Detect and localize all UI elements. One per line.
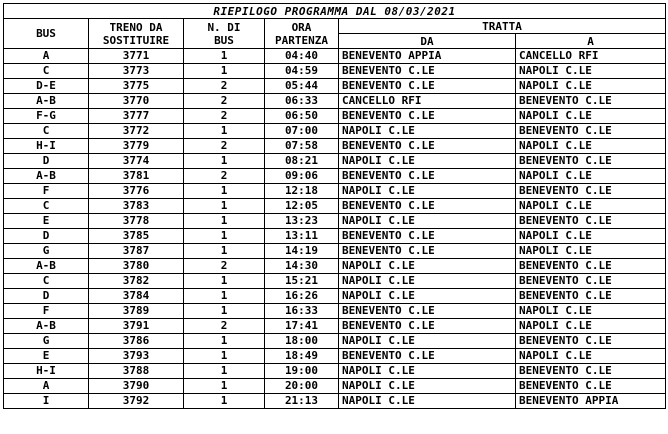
cell-ora: 19:00 [265,364,339,379]
cell-ora: 18:49 [265,349,339,364]
cell-treno: 3780 [89,259,184,274]
cell-nbus: 2 [184,139,265,154]
cell-ora: 07:00 [265,124,339,139]
cell-da: NAPOLI C.LE [339,274,516,289]
cell-nbus: 1 [184,364,265,379]
cell-treno: 3791 [89,319,184,334]
cell-treno: 3771 [89,49,184,64]
cell-treno: 3772 [89,124,184,139]
table-row [4,259,666,274]
cell-bus: G [4,244,89,259]
cell-a: BENEVENTO C.LE [516,184,666,199]
cell-treno: 3793 [89,349,184,364]
cell-nbus: 1 [184,64,265,79]
cell-da: NAPOLI C.LE [339,259,516,274]
cell-a: NAPOLI C.LE [516,229,666,244]
cell-nbus: 1 [184,379,265,394]
table-row [4,214,666,229]
cell-nbus: 2 [184,169,265,184]
cell-treno: 3790 [89,379,184,394]
table-row [4,364,666,379]
cell-nbus: 1 [184,394,265,409]
table-row [4,109,666,124]
cell-treno: 3782 [89,274,184,289]
cell-a: NAPOLI C.LE [516,304,666,319]
cell-nbus: 1 [184,199,265,214]
table-row [4,274,666,289]
cell-nbus: 1 [184,229,265,244]
cell-a: BENEVENTO C.LE [516,124,666,139]
cell-a: NAPOLI C.LE [516,79,666,94]
cell-nbus: 2 [184,319,265,334]
cell-treno: 3784 [89,289,184,304]
cell-nbus: 1 [184,289,265,304]
table-row [4,124,666,139]
table-row [4,319,666,334]
table-row [4,94,666,109]
cell-treno: 3788 [89,364,184,379]
cell-bus: F [4,184,89,199]
table-row [4,379,666,394]
cell-nbus: 1 [184,349,265,364]
table-row [4,49,666,64]
cell-treno: 3781 [89,169,184,184]
cell-treno: 3783 [89,199,184,214]
cell-bus: H-I [4,139,89,154]
cell-nbus: 1 [184,244,265,259]
cell-ora: 04:59 [265,64,339,79]
table-title: RIEPILOGO PROGRAMMA DAL 08/03/2021 [4,4,666,19]
cell-a: NAPOLI C.LE [516,319,666,334]
header-tratta: TRATTA [339,19,666,34]
cell-da: NAPOLI C.LE [339,184,516,199]
cell-ora: 14:19 [265,244,339,259]
cell-da: NAPOLI C.LE [339,334,516,349]
table-row [4,199,666,214]
cell-treno: 3792 [89,394,184,409]
table-row [4,394,666,409]
table-row [4,244,666,259]
cell-nbus: 1 [184,214,265,229]
cell-treno: 3779 [89,139,184,154]
header-bus [4,19,89,49]
cell-a: BENEVENTO C.LE [516,364,666,379]
cell-ora: 05:44 [265,79,339,94]
cell-a: CANCELLO RFI [516,49,666,64]
cell-nbus: 2 [184,109,265,124]
cell-nbus: 2 [184,94,265,109]
cell-bus: C [4,64,89,79]
cell-treno: 3778 [89,214,184,229]
cell-a: BENEVENTO C.LE [516,334,666,349]
cell-da: BENEVENTO APPIA [339,49,516,64]
cell-a: BENEVENTO C.LE [516,274,666,289]
header-treno-line1: TRENO DA [109,20,163,34]
cell-bus: C [4,124,89,139]
cell-bus: F-G [4,109,89,124]
cell-nbus: 1 [184,49,265,64]
cell-treno: 3785 [89,229,184,244]
table-row [4,289,666,304]
cell-ora: 07:58 [265,139,339,154]
cell-bus: D [4,289,89,304]
cell-treno: 3777 [89,109,184,124]
cell-da: BENEVENTO C.LE [339,64,516,79]
cell-ora: 14:30 [265,259,339,274]
cell-bus: A-B [4,169,89,184]
cell-ora: 06:50 [265,109,339,124]
header-nbus [184,19,265,49]
cell-treno: 3774 [89,154,184,169]
header-ora [265,19,339,49]
table-row [4,184,666,199]
cell-ora: 08:21 [265,154,339,169]
cell-bus: I [4,394,89,409]
cell-a: BENEVENTO C.LE [516,379,666,394]
cell-treno: 3775 [89,79,184,94]
cell-a: NAPOLI C.LE [516,244,666,259]
cell-bus: A-B [4,319,89,334]
cell-ora: 12:05 [265,199,339,214]
header-treno-line2: SOSTITUIRE [102,33,170,47]
cell-ora: 16:26 [265,289,339,304]
cell-bus: D-E [4,79,89,94]
cell-bus: H-I [4,364,89,379]
cell-nbus: 1 [184,184,265,199]
table-row [4,334,666,349]
cell-bus: A-B [4,94,89,109]
cell-ora: 13:23 [265,214,339,229]
cell-ora: 21:13 [265,394,339,409]
cell-a: NAPOLI C.LE [516,199,666,214]
cell-ora: 12:18 [265,184,339,199]
header-da: DA [339,34,516,49]
header-ora-line1: ORA [291,20,312,34]
cell-a: BENEVENTO APPIA [516,394,666,409]
table-row [4,154,666,169]
cell-bus: F [4,304,89,319]
cell-da: NAPOLI C.LE [339,394,516,409]
cell-a: BENEVENTO C.LE [516,214,666,229]
cell-da: NAPOLI C.LE [339,379,516,394]
table-row [4,169,666,184]
table-row [4,304,666,319]
cell-bus: D [4,154,89,169]
cell-da: BENEVENTO C.LE [339,229,516,244]
cell-ora: 06:33 [265,94,339,109]
cell-da: BENEVENTO C.LE [339,169,516,184]
cell-bus: A [4,379,89,394]
cell-a: NAPOLI C.LE [516,349,666,364]
header-nbus-line2: BUS [214,33,234,47]
cell-bus: C [4,274,89,289]
table-row [4,139,666,154]
cell-a: NAPOLI C.LE [516,64,666,79]
cell-a: NAPOLI C.LE [516,109,666,124]
cell-nbus: 1 [184,124,265,139]
cell-ora: 15:21 [265,274,339,289]
cell-a: NAPOLI C.LE [516,139,666,154]
cell-a: NAPOLI C.LE [516,169,666,184]
table-row [4,229,666,244]
cell-da: CANCELLO RFI [339,94,516,109]
cell-da: NAPOLI C.LE [339,289,516,304]
cell-ora: 18:00 [265,334,339,349]
table-row [4,79,666,94]
cell-da: BENEVENTO C.LE [339,199,516,214]
cell-a: BENEVENTO C.LE [516,94,666,109]
cell-ora: 16:33 [265,304,339,319]
cell-bus: E [4,214,89,229]
cell-da: NAPOLI C.LE [339,364,516,379]
cell-da: BENEVENTO C.LE [339,319,516,334]
cell-da: NAPOLI C.LE [339,214,516,229]
cell-a: BENEVENTO C.LE [516,289,666,304]
cell-treno: 3786 [89,334,184,349]
header-nbus-line1: N. DI [207,20,241,34]
cell-nbus: 2 [184,79,265,94]
cell-a: BENEVENTO C.LE [516,154,666,169]
cell-bus: A [4,49,89,64]
cell-ora: 09:06 [265,169,339,184]
cell-da: BENEVENTO C.LE [339,244,516,259]
cell-da: BENEVENTO C.LE [339,304,516,319]
cell-da: NAPOLI C.LE [339,154,516,169]
schedule-table [3,3,666,409]
cell-da: BENEVENTO C.LE [339,109,516,124]
cell-ora: 13:11 [265,229,339,244]
cell-bus: C [4,199,89,214]
cell-bus: D [4,229,89,244]
cell-treno: 3770 [89,94,184,109]
cell-treno: 3787 [89,244,184,259]
table-row [4,64,666,79]
cell-bus: A-B [4,259,89,274]
cell-da: BENEVENTO C.LE [339,79,516,94]
cell-a: BENEVENTO C.LE [516,259,666,274]
cell-nbus: 1 [184,334,265,349]
cell-treno: 3776 [89,184,184,199]
table-row [4,349,666,364]
cell-da: BENEVENTO C.LE [339,139,516,154]
header-bus-label: BUS [36,27,56,40]
cell-bus: E [4,349,89,364]
cell-ora: 20:00 [265,379,339,394]
cell-nbus: 1 [184,274,265,289]
cell-bus: G [4,334,89,349]
cell-da: BENEVENTO C.LE [339,349,516,364]
header-treno [89,19,184,49]
cell-nbus: 1 [184,304,265,319]
cell-ora: 04:40 [265,49,339,64]
cell-nbus: 1 [184,154,265,169]
header-ora-line2: PARTENZA [275,33,328,47]
cell-treno: 3789 [89,304,184,319]
cell-nbus: 2 [184,259,265,274]
header-a: A [516,34,666,49]
cell-ora: 17:41 [265,319,339,334]
schedule-rows [4,49,666,409]
cell-da: NAPOLI C.LE [339,124,516,139]
cell-treno: 3773 [89,64,184,79]
